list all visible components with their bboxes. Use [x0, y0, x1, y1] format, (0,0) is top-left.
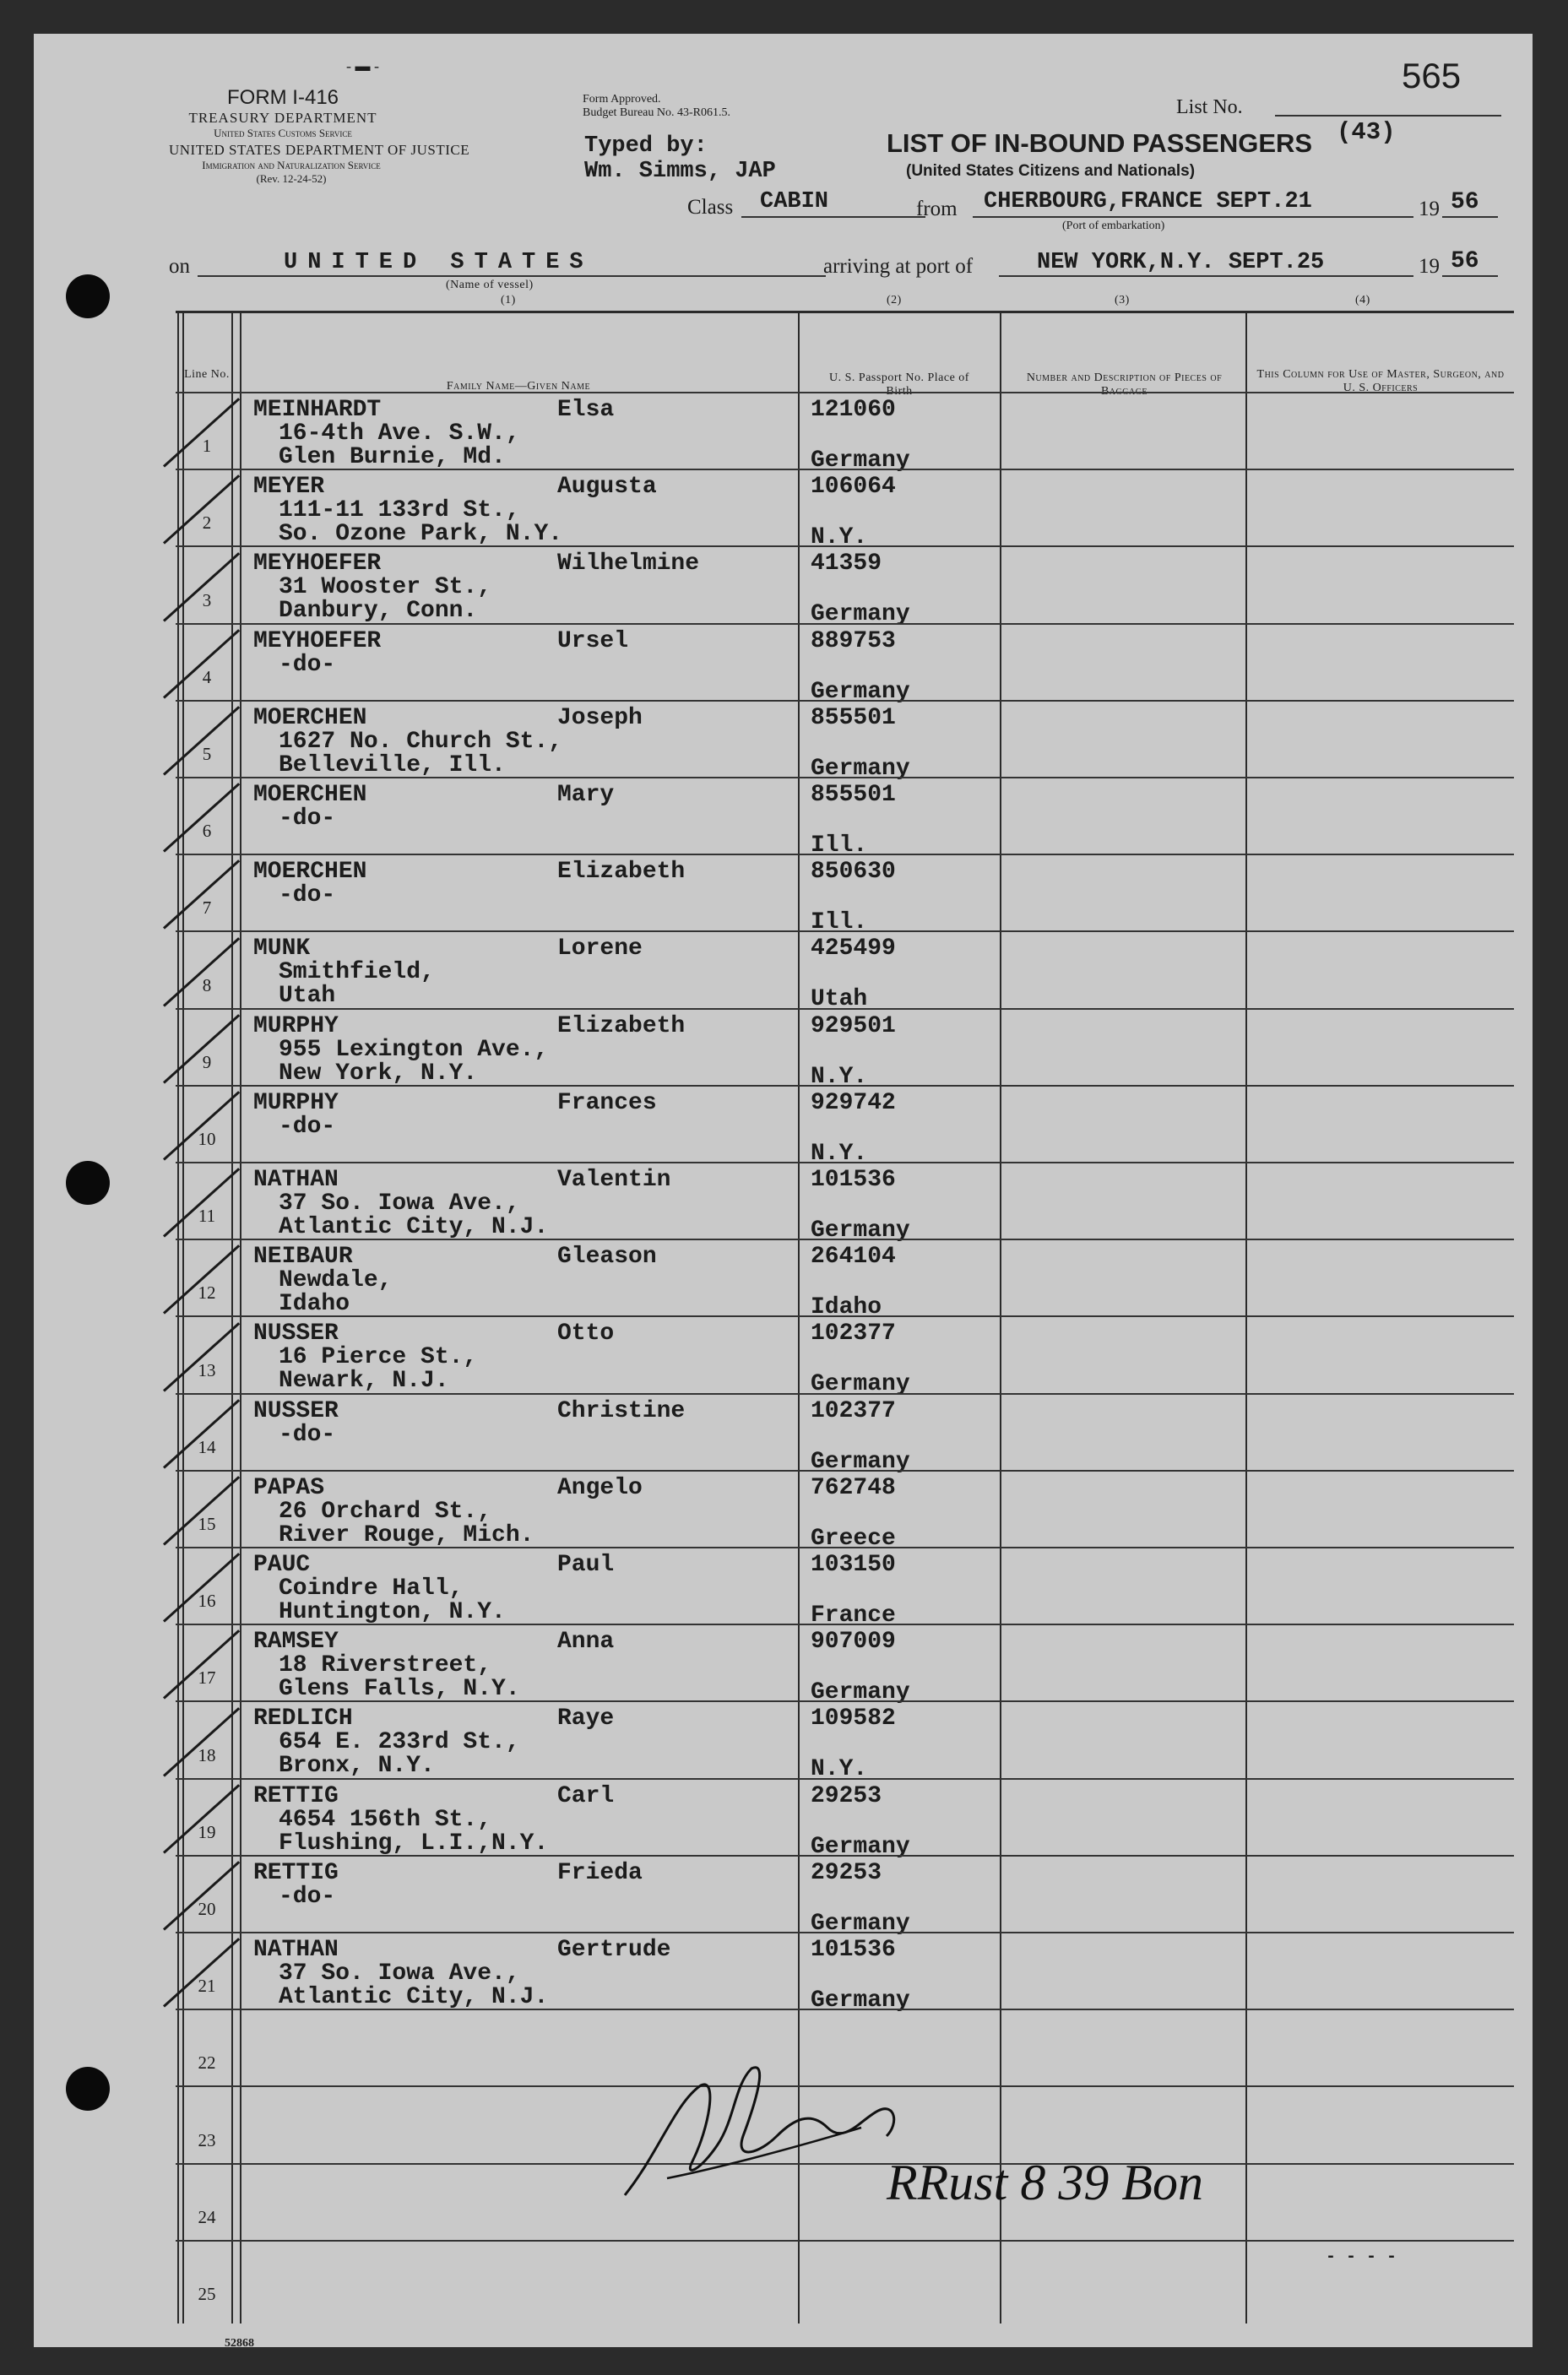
from-year-prefix: 19: [1419, 198, 1440, 220]
check-mark: [163, 1861, 240, 1931]
address-line-1: 16-4th Ave. S.W.,: [279, 420, 520, 447]
page-number: 565: [1402, 56, 1462, 95]
place-of-birth: Ill.: [811, 909, 868, 936]
class-label: Class: [687, 196, 734, 219]
line-number: 14: [198, 1436, 216, 1457]
place-of-birth: N.Y.: [811, 1756, 868, 1783]
address-line-1: -do-: [279, 1883, 336, 1910]
address-line-1: -do-: [279, 651, 336, 678]
passport-number: 855501: [811, 704, 896, 731]
line-number: 21: [198, 1976, 216, 1997]
passenger-list-page: [34, 34, 1533, 2350]
given-name: Gleason: [557, 1244, 657, 1271]
place-of-birth: Germany: [811, 1833, 910, 1860]
place-of-birth: Germany: [811, 1987, 910, 2014]
check-mark: [163, 1322, 240, 1392]
table-row: [176, 1315, 1514, 1398]
line-number: 4: [202, 666, 212, 687]
arriving-label: arriving at port of: [823, 255, 974, 278]
passport-number: 850630: [811, 859, 896, 886]
passport-number: 103150: [811, 1552, 896, 1578]
line-number: 9: [202, 1051, 212, 1072]
family-name: MEYHOEFER: [253, 550, 382, 577]
line-number: 17: [198, 1667, 216, 1689]
place-of-birth: France: [811, 1602, 896, 1629]
address-line-1: Smithfield,: [279, 959, 435, 986]
line-number: 11: [198, 1206, 216, 1227]
family-name: MEYER: [253, 474, 325, 501]
family-name: MURPHY: [253, 1089, 339, 1116]
line-number: 8: [202, 974, 212, 995]
given-name: Carl: [557, 1782, 615, 1809]
check-mark: [163, 1707, 240, 1777]
line-number: 19: [198, 1821, 216, 1842]
table-row: [176, 1393, 1514, 1475]
given-name: Ursel: [557, 627, 629, 654]
address-line-2: Idaho: [279, 1291, 350, 1318]
footer-code: 52868: [225, 2337, 254, 2350]
family-name: NATHAN: [253, 1937, 339, 1963]
family-name: MOERCHEN: [253, 782, 367, 808]
check-mark: [163, 474, 240, 545]
family-name: NEIBAUR: [253, 1244, 353, 1271]
given-name: Anna: [557, 1629, 615, 1656]
check-mark: [163, 706, 240, 776]
place-of-birth: Germany: [811, 678, 910, 705]
address-line-2: Bronx, N.Y.: [279, 1753, 435, 1780]
given-name: Valentin: [557, 1167, 671, 1193]
check-mark: [163, 1629, 240, 1700]
passport-number: 264104: [811, 1244, 896, 1271]
address-line-2: Atlantic City, N.J.: [279, 1984, 549, 2010]
passport-number: 889753: [811, 627, 896, 654]
table-row: [176, 1547, 1514, 1629]
passport-number: 29253: [811, 1782, 882, 1809]
table-row: [176, 545, 1514, 628]
list-no-line: [1275, 115, 1501, 117]
address-line-2: Atlantic City, N.J.: [279, 1214, 549, 1240]
vessel-name: UNITED STATES: [284, 250, 594, 275]
dept2: UNITED STATES DEPARTMENT OF JUSTICE: [169, 142, 470, 158]
line-number: 15: [198, 1513, 216, 1534]
place-of-birth: Germany: [811, 755, 910, 782]
address-line-1: -do-: [279, 805, 336, 832]
address-line-2: Danbury, Conn.: [279, 598, 478, 625]
address-line-2: Huntington, N.Y.: [279, 1599, 506, 1625]
top-mark: - ▬ -: [346, 57, 379, 74]
col-num-4: (4): [1355, 294, 1370, 306]
signature-text: RRust 8 39 Bon: [887, 2155, 1203, 2210]
header-passport: U. S. Passport No. Place of Birth: [829, 371, 969, 398]
line-number: 23: [198, 2129, 216, 2150]
address-line-1: 111-11 133rd St.,: [279, 497, 520, 524]
check-mark: [163, 783, 240, 853]
address-line-1: 37 So. Iowa Ave.,: [279, 1190, 520, 1217]
header-officers: This Column for Use of Master, Surgeon, and U. S. Officers: [1256, 368, 1505, 394]
check-mark: [163, 1784, 240, 1854]
check-mark: [163, 1399, 240, 1469]
check-mark: [163, 398, 240, 468]
bottom-mark: - - - -: [1326, 2248, 1397, 2267]
table-row: [176, 700, 1514, 782]
rev: (Rev. 12-24-52): [256, 172, 327, 185]
table-row: [176, 1932, 1514, 2014]
list-title: LIST OF IN-BOUND PASSENGERS: [887, 128, 1313, 158]
check-mark: [163, 859, 240, 930]
arriving-year-line: [1442, 275, 1498, 277]
given-name: Lorene: [557, 935, 643, 962]
address-line-2: Newark, N.J.: [279, 1368, 449, 1395]
address-line-2: Flushing, L.I.,N.Y.: [279, 1830, 549, 1857]
given-name: Gertrude: [557, 1937, 671, 1963]
table-row: [176, 1700, 1514, 1783]
place-of-birth: Germany: [811, 1371, 910, 1398]
family-name: NUSSER: [253, 1397, 339, 1424]
list-no-label: List No.: [1176, 96, 1243, 118]
typed-by-block: [584, 133, 776, 184]
address-line-2: New York, N.Y.: [279, 1060, 478, 1087]
address-line-1: 26 Orchard St.,: [279, 1498, 492, 1525]
address-line-1: -do-: [279, 882, 336, 909]
passport-number: 101536: [811, 1937, 896, 1963]
line-number: 13: [198, 1359, 216, 1380]
arriving-year-prefix: 19: [1419, 255, 1440, 278]
typed-by-label: Typed by:: [584, 133, 708, 159]
address-line-2: So. Ozone Park, N.Y.: [279, 521, 563, 548]
punch-hole: [66, 274, 110, 318]
header-line-no: Line No.: [184, 368, 230, 381]
passport-number: 121060: [811, 397, 896, 423]
family-name: MEINHARDT: [253, 397, 382, 423]
table-row: [176, 1085, 1514, 1167]
table-row: [176, 1624, 1514, 1706]
address-line-1: Newdale,: [279, 1267, 393, 1294]
budget-no: Budget Bureau No. 43-R061.5.: [583, 106, 730, 119]
check-mark: [163, 1938, 240, 2008]
passport-number: 101536: [811, 1167, 896, 1193]
line-number: 25: [198, 2283, 216, 2304]
address-line-2: Belleville, Ill.: [279, 751, 506, 778]
line-number: 24: [198, 2206, 216, 2227]
address-line-1: 37 So. Iowa Ave.,: [279, 1960, 520, 1987]
family-name: MUNK: [253, 935, 311, 962]
line-number: 16: [198, 1591, 216, 1612]
address-line-1: 16 Pierce St.,: [279, 1344, 478, 1371]
table-row: [176, 930, 1514, 1013]
address-line-1: -do-: [279, 1421, 336, 1448]
address-line-1: 4654 156th St.,: [279, 1806, 492, 1833]
place-of-birth: Germany: [811, 1448, 910, 1475]
list-subtitle: (United States Citizens and Nationals): [906, 162, 1196, 180]
table-row: [176, 777, 1514, 859]
line-number: 20: [198, 1898, 216, 1919]
punch-hole: [66, 2067, 110, 2111]
address-line-1: 955 Lexington Ave.,: [279, 1036, 549, 1063]
given-name: Christine: [557, 1397, 686, 1424]
list-no-value: (43): [1337, 118, 1396, 146]
given-name: Otto: [557, 1320, 615, 1347]
dept2-block: [169, 142, 470, 186]
place-of-birth: Germany: [811, 1679, 910, 1706]
check-mark: [163, 937, 240, 1007]
place-of-birth: N.Y.: [811, 1063, 868, 1090]
given-name: Elizabeth: [557, 1012, 686, 1039]
check-mark: [163, 1553, 240, 1623]
table-row: [176, 1470, 1514, 1552]
line-number: 5: [202, 743, 212, 764]
place-of-birth: Idaho: [811, 1294, 882, 1321]
passport-number: 109582: [811, 1705, 896, 1732]
passport-number: 855501: [811, 782, 896, 808]
table-row: [176, 469, 1514, 551]
from-value: CHERBOURG,FRANCE SEPT.21: [984, 189, 1312, 214]
table-row: [176, 2240, 1514, 2318]
address-line-1: Coindre Hall,: [279, 1575, 464, 1602]
form-approved: Form Approved.: [583, 93, 661, 106]
line-number: 7: [202, 897, 212, 919]
family-name: MOERCHEN: [253, 704, 367, 731]
place-of-birth: Utah: [811, 986, 868, 1013]
passport-number: 102377: [811, 1320, 896, 1347]
table-row: [176, 854, 1514, 936]
check-mark: [163, 1476, 240, 1546]
line-number: 12: [198, 1282, 216, 1304]
address-line-2: River Rouge, Mich.: [279, 1521, 534, 1548]
given-name: Angelo: [557, 1474, 643, 1501]
class-value: CABIN: [760, 189, 829, 214]
given-name: Elizabeth: [557, 859, 686, 886]
given-name: Elsa: [557, 397, 615, 423]
family-name: MOERCHEN: [253, 859, 367, 886]
family-name: PAPAS: [253, 1474, 325, 1501]
line-number: 3: [202, 589, 212, 610]
line-number: 22: [198, 2052, 216, 2074]
family-name: NUSSER: [253, 1320, 339, 1347]
from-year-line: [1442, 216, 1498, 218]
family-name: RETTIG: [253, 1782, 339, 1809]
given-name: Wilhelmine: [557, 550, 700, 577]
typed-by-name: Wm. Simms, JAP: [584, 159, 776, 184]
line-number: 2: [202, 512, 212, 534]
check-mark: [163, 1091, 240, 1161]
address-line-2: Glen Burnie, Md.: [279, 444, 506, 470]
punch-hole: [66, 1161, 110, 1205]
family-name: NATHAN: [253, 1167, 339, 1193]
arriving-value: NEW YORK,N.Y. SEPT.25: [1037, 250, 1325, 275]
given-name: Frances: [557, 1089, 657, 1116]
check-mark: [163, 1168, 240, 1238]
passenger-table: [176, 311, 1514, 2323]
table-row: [176, 1778, 1514, 1860]
approval: [583, 93, 730, 120]
place-of-birth: Germany: [811, 447, 910, 474]
col-num-3: (3): [1115, 294, 1130, 306]
line-number: 6: [202, 821, 212, 842]
given-name: Augusta: [557, 474, 657, 501]
family-name: PAUC: [253, 1552, 311, 1578]
passport-number: 425499: [811, 935, 896, 962]
table-row: [176, 1162, 1514, 1244]
place-of-birth: Germany: [811, 1217, 910, 1244]
place-of-birth: N.Y.: [811, 1140, 868, 1167]
place-of-birth: Ill.: [811, 832, 868, 859]
given-name: Mary: [557, 782, 615, 808]
family-name: RAMSEY: [253, 1629, 339, 1656]
table-body: [176, 311, 1514, 2323]
header-name: Family Name—Given Name: [446, 380, 591, 393]
dept2-sub: Immigration and Naturalization Service: [202, 159, 381, 171]
form-number: FORM I-416: [226, 86, 339, 109]
col-num-2: (2): [887, 294, 902, 306]
address-line-1: 31 Wooster St.,: [279, 574, 492, 601]
vessel-caption: (Name of vessel): [446, 279, 534, 291]
table-row: [176, 1855, 1514, 1937]
address-line-2: Glens Falls, N.Y.: [279, 1676, 520, 1703]
from-caption: (Port of embarkation): [1062, 220, 1165, 232]
check-mark: [163, 552, 240, 622]
table-row: [176, 1008, 1514, 1090]
family-name: RETTIG: [253, 1859, 339, 1886]
table-row: [176, 623, 1514, 705]
address-line-1: 18 Riverstreet,: [279, 1652, 492, 1679]
check-mark: [163, 1244, 240, 1315]
address-line-1: 1627 No. Church St.,: [279, 728, 563, 755]
dept1-sub: United States Customs Service: [214, 127, 352, 139]
address-line-1: 654 E. 233rd St.,: [279, 1729, 520, 1756]
given-name: Raye: [557, 1705, 615, 1732]
place-of-birth: Greece: [811, 1525, 896, 1552]
given-name: Frieda: [557, 1859, 643, 1886]
form-block: [177, 86, 388, 140]
place-of-birth: Germany: [811, 601, 910, 628]
address-line-1: -do-: [279, 1113, 336, 1140]
passport-number: 929742: [811, 1089, 896, 1116]
place-of-birth: N.Y.: [811, 524, 868, 551]
line-number: 18: [198, 1744, 216, 1765]
vessel-line: [198, 275, 826, 277]
from-label: from: [916, 198, 958, 220]
place-of-birth: Germany: [811, 1910, 910, 1937]
dept1: TREASURY DEPARTMENT: [188, 110, 377, 126]
family-name: MURPHY: [253, 1012, 339, 1039]
check-mark: [163, 629, 240, 699]
class-line: [741, 216, 925, 218]
passport-number: 41359: [811, 550, 882, 577]
passport-number: 929501: [811, 1012, 896, 1039]
line-number: 10: [198, 1128, 216, 1149]
passport-number: 907009: [811, 1629, 896, 1656]
from-year: 56: [1451, 189, 1479, 215]
signature: [608, 2052, 1203, 2212]
table-row: [176, 1239, 1514, 1321]
check-mark: [163, 1014, 240, 1084]
col-num-1: (1): [501, 294, 516, 306]
family-name: REDLICH: [253, 1705, 353, 1732]
family-name: MEYHOEFER: [253, 627, 382, 654]
given-name: Joseph: [557, 704, 643, 731]
from-line: [973, 216, 1413, 218]
arriving-line: [999, 275, 1413, 277]
arriving-year: 56: [1451, 248, 1479, 274]
header-baggage: Number and Description of Pieces of Baggage: [1026, 371, 1223, 398]
table-row: [176, 392, 1514, 474]
passport-number: 762748: [811, 1474, 896, 1501]
on-label: on: [169, 255, 190, 278]
passport-number: 29253: [811, 1859, 882, 1886]
given-name: Paul: [557, 1552, 615, 1578]
passport-number: 106064: [811, 474, 896, 501]
passport-number: 102377: [811, 1397, 896, 1424]
address-line-2: Utah: [279, 983, 336, 1010]
line-number: 1: [202, 436, 212, 457]
